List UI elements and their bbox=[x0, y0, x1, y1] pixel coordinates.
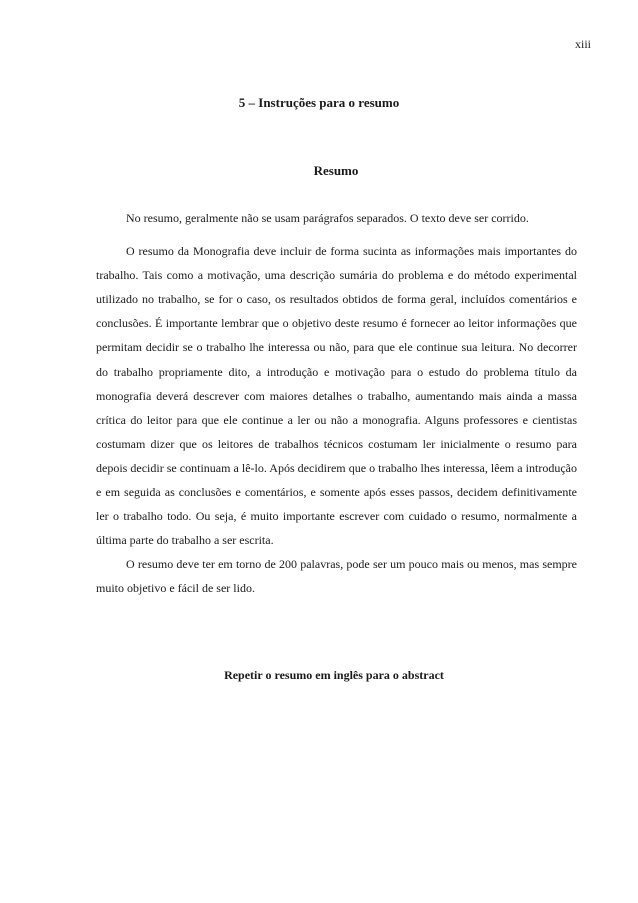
paragraph-intro: No resumo, geralmente não se usam parágrafos separados. O texto deve ser corrido. bbox=[126, 211, 529, 225]
body-text bbox=[96, 206, 577, 601]
paragraph-length: O resumo deve ter em torno de 200 palavras, pode ser um pouco mais ou menos, mas sempre muito objetivo e fácil de ser lido. bbox=[96, 557, 577, 596]
resumo-heading: Resumo bbox=[313, 163, 359, 178]
abstract-note: Repetir o resumo em inglês para o abstract bbox=[224, 668, 444, 682]
section-title: 5 – Instruções para o resumo bbox=[238, 95, 400, 110]
page-number: xiii bbox=[574, 37, 591, 51]
paragraph-main: O resumo da Monografia deve incluir de forma sucinta as informações mais importantes do trabalho. Tais como a motivação, uma descrição sumária do problema e do método experimental utilizado no trabalho, se for o caso, os resultados obtidos de forma geral, incluídos comentários e conclusões. É importante lembrar que o objetivo deste resumo é fornecer ao leitor informações que permitam decidir se o trabalho lhe interessa ou não, para que ele continue sua leitura. No decorrer do trabalho propriamente dito, a introdução e motivação para o estudo do problema título da monografia deverá descrever com maiores detalhes o trabalho, aumentando mais ainda a massa crítica do leitor para que ele continue a ler ou não a monografia. Alguns professores e cientistas costumam dizer que os leitores de trabalhos técnicos costumam ler inicialmente o resumo para depois decidir se continuam a lê-lo. Após decidirem que o trabalho lhes interessa, lêem a introdução e em seguida as conclusões e comentários, e somente após esses passos, decidem definitivamente ler o trabalho todo. Ou seja, é muito importante escrever com cuidado o resumo, normalmente a última parte do trabalho a ser escrita. bbox=[96, 244, 577, 548]
